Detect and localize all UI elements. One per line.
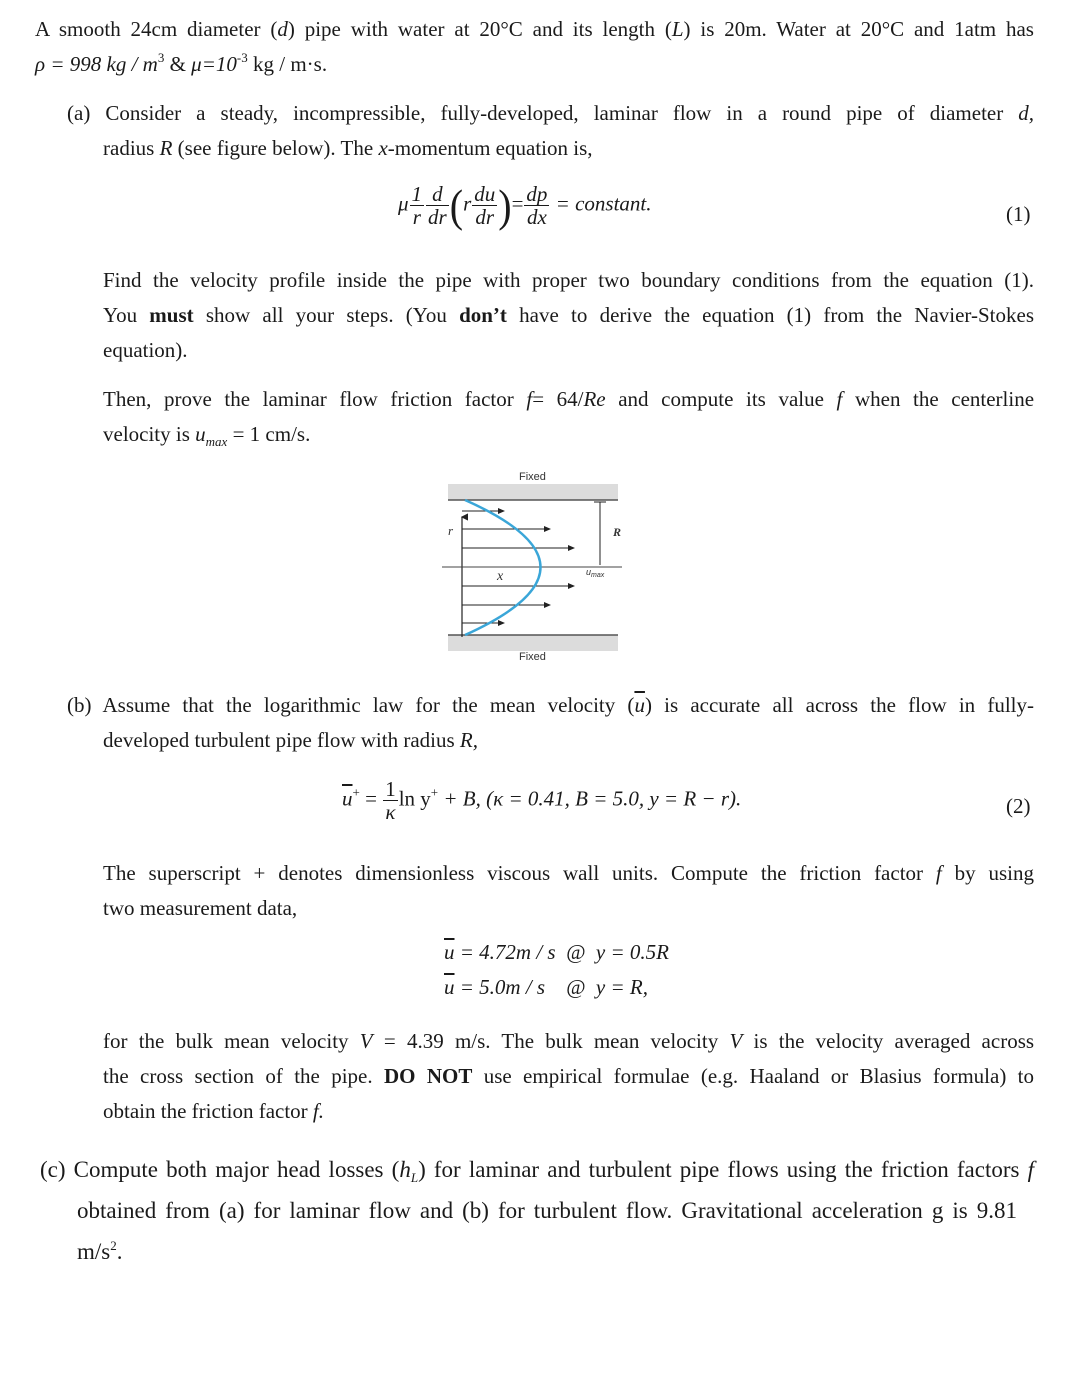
- part-b-superscript-1: The superscript + denotes dimensionless viscous wall units. Compute the friction factor f by using: [103, 861, 1035, 885]
- part-a-find-3: equation).: [103, 338, 188, 362]
- top-wall: [448, 484, 618, 500]
- header-line-1: A smooth 24cm diameter (d) pipe with water at 20°C and its length (L) is 20m. Water at 20°C and 1atm has: [35, 17, 1034, 41]
- part-b-intro-2: developed turbulent pipe flow with radius R,: [103, 728, 478, 752]
- part-c-line-2: obtained from (a) for laminar flow and (b) for turbulent flow. Gravitational acceleration g is 9.81: [77, 1198, 1017, 1223]
- r-axis-label: r: [448, 523, 454, 538]
- part-a-then-2: velocity is $u_{max} = 1$ cm/s.: [103, 422, 311, 449]
- part-a-find-1: Find the velocity profile inside the pipe with proper two boundary conditions from the equation (1).: [103, 268, 1034, 292]
- part-c-line-1: (c) Compute both major head losses $(h_L)$ for laminar and turbulent pipe flows using the friction factors f: [40, 1157, 1034, 1185]
- part-a-intro-1: (a) Consider a steady, incompressible, fully-developed, laminar flow in a round pipe of diameter d,: [67, 101, 1035, 125]
- pipe-flow-figure: [430, 465, 630, 670]
- part-b-bulk-3: obtain the friction factor f.: [103, 1099, 325, 1123]
- part-c-line-3: $m/s^2$.: [77, 1238, 123, 1264]
- bottom-wall: [448, 635, 618, 651]
- radius-label: R: [613, 525, 622, 539]
- header-line-2: ρ = 998 kg / $m^3$ & $\mu=10^{-3}$ kg / m·s.: [35, 50, 328, 76]
- measurement-1: $\overline{u} = 4.72m / s$ @ y = 0.5R: [444, 940, 669, 964]
- equation-1: μ $\frac{1}{r}$ $\frac{d}{dr}$ (r $\frac{du}{dr}$ )= $\frac{dp}{dx}$ = constant.: [398, 179, 652, 231]
- top-wall-label: Fixed: [519, 471, 546, 483]
- part-b-superscript-2: two measurement data,: [103, 896, 298, 920]
- equation-2-number: (2): [1006, 794, 1031, 818]
- umax-label: $u_{max}$: [586, 567, 605, 579]
- bottom-wall-label: Fixed: [519, 651, 546, 663]
- part-a-find-2: You must show all your steps. (You don’t have to derive the equation (1) from the Navier-Stokes: [103, 303, 1034, 327]
- equation-1-number: (1): [1006, 202, 1031, 226]
- part-b-bulk-1: for the bulk mean velocity V = 4.39 m/s. The bulk mean velocity V is the velocity averaged across: [103, 1029, 1035, 1053]
- part-b-intro-1: (b) Assume that the logarithmic law for the mean velocity $(\overline{u})$ is accurate all across the flow in fully-: [67, 693, 1034, 717]
- measurement-2: $\overline{u} = 5.0m / s$ @ y = R,: [444, 975, 648, 999]
- x-axis-label: x: [497, 569, 504, 584]
- part-a-intro-2: radius R (see figure below). The x-momentum equation is,: [103, 136, 593, 160]
- part-b-bulk-2: the cross section of the pipe. DO NOT use empirical formulae (e.g. Haaland or Blasius formula) to: [103, 1064, 1034, 1088]
- part-a-then-1: Then, prove the laminar flow friction factor f= 64/Re and compute its value f when the centerline: [103, 387, 1035, 411]
- equation-2: $\overline{u}^+$ = $\frac{1}{\kappa}$ ln y+ + B, (κ = 0.41, B = 5.0, y = R − r).: [342, 777, 742, 824]
